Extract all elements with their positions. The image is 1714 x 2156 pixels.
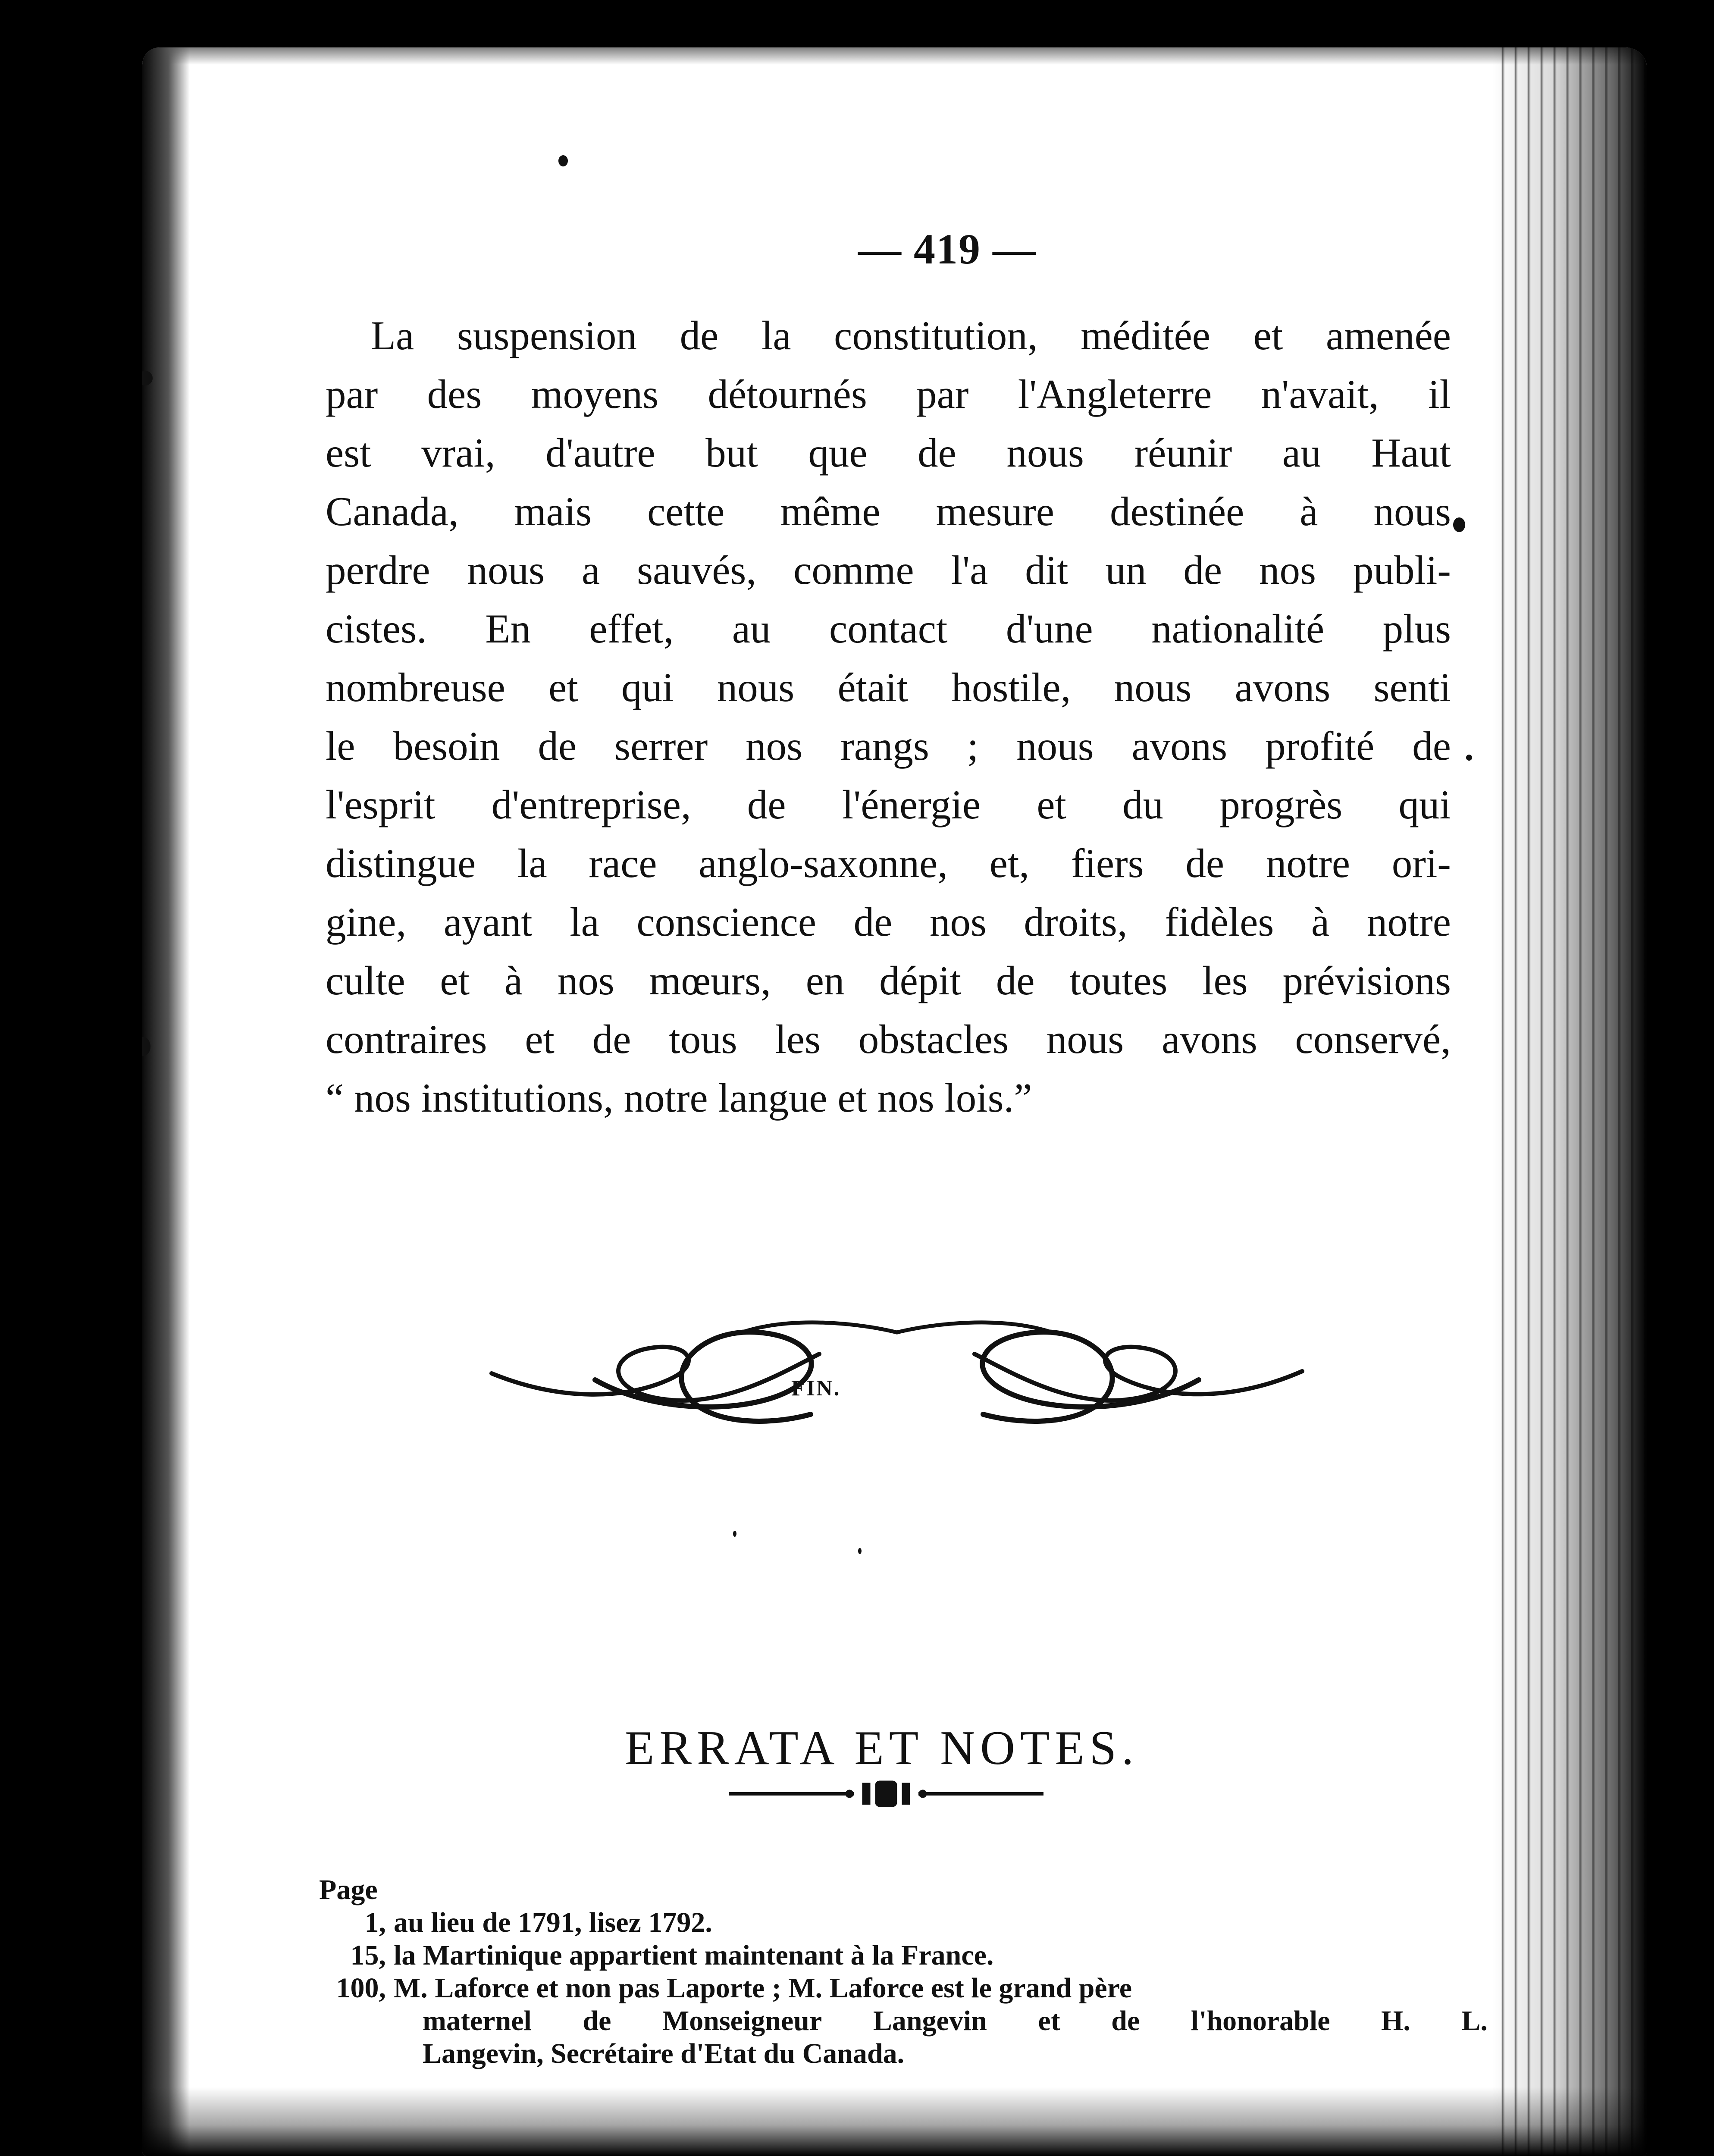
word: ;: [967, 723, 979, 769]
word: nos: [557, 958, 614, 1003]
word: amenée: [1325, 313, 1451, 358]
word: l'esprit: [326, 782, 436, 827]
word: dit: [1025, 547, 1069, 593]
fin-flourish-ornament: [483, 1307, 1311, 1436]
errata-entry: [319, 1972, 1488, 2005]
word: que: [808, 430, 868, 476]
word: de: [747, 782, 786, 827]
word: Canada,: [326, 489, 459, 534]
word: prévisions: [1282, 958, 1451, 1003]
word: H.: [1381, 2005, 1410, 2037]
body-line: [326, 599, 1451, 658]
word: ori-: [1391, 840, 1451, 886]
word: mœurs,: [649, 958, 771, 1003]
word: rangs: [840, 723, 929, 769]
word: détournés: [708, 371, 867, 417]
word: avons: [1162, 1016, 1257, 1062]
word: un: [1105, 547, 1147, 593]
body-line: [326, 423, 1451, 482]
word: par: [916, 371, 969, 417]
word: nos: [1259, 547, 1316, 593]
page-left-shadow: [142, 47, 190, 2156]
errata-entry: [319, 1906, 1488, 1939]
word: serrer: [614, 723, 708, 769]
word: et: [1038, 2005, 1060, 2037]
body-line: [326, 306, 1451, 365]
word: nombreuse: [326, 664, 505, 710]
word: mais: [514, 489, 592, 534]
body-line: [326, 717, 1451, 775]
word: en: [805, 958, 845, 1003]
errata-entry: [319, 1939, 1488, 1972]
word: de: [1412, 723, 1451, 769]
word: et: [440, 958, 470, 1003]
body-line: [326, 834, 1451, 893]
word: de: [1185, 840, 1225, 886]
body-line: [326, 893, 1451, 951]
word: ayant: [443, 899, 533, 945]
word: la: [570, 899, 599, 945]
word: effet,: [589, 606, 674, 652]
word: de: [996, 958, 1035, 1003]
scanned-page: [142, 47, 1647, 2156]
word: n'avait,: [1261, 371, 1379, 417]
word: nous: [1114, 664, 1192, 710]
word: de: [583, 2005, 611, 2037]
word: qui: [1398, 782, 1451, 827]
word: à: [1300, 489, 1318, 534]
word: d'une: [1006, 606, 1093, 652]
errata-notes: [319, 1874, 1488, 2070]
word: nous: [1016, 723, 1094, 769]
word: nous: [1006, 430, 1084, 476]
word: est: [326, 430, 371, 476]
errata-entry-text: la Martinique appartient maintenant à la France.: [394, 1940, 994, 1971]
word: Haut: [1371, 430, 1451, 476]
word: avons: [1131, 723, 1228, 769]
word: plus: [1382, 606, 1451, 652]
word: d'autre: [545, 430, 655, 476]
word: la: [517, 840, 547, 886]
word: cistes.: [326, 606, 427, 652]
word: but: [705, 430, 758, 476]
word: de: [1183, 547, 1222, 593]
word: du: [1122, 782, 1164, 827]
body-line: [326, 658, 1451, 717]
word: culte: [326, 958, 405, 1003]
word: constitution,: [834, 313, 1038, 358]
word: besoin: [393, 723, 500, 769]
word: l'Angleterre: [1018, 371, 1212, 417]
word: destinée: [1109, 489, 1244, 534]
word: gine,: [326, 899, 407, 945]
word: suspension: [457, 313, 637, 358]
word: distingue: [326, 840, 476, 886]
word: de: [592, 1016, 631, 1062]
word: qui: [621, 664, 674, 710]
fin-label: FIN.: [791, 1376, 841, 1401]
body-line: “ nos institutions, notre langue et nos lois.”: [326, 1075, 1032, 1121]
word: fiers: [1071, 840, 1144, 886]
word: et: [1037, 782, 1066, 827]
word: avons: [1235, 664, 1331, 710]
word: En: [485, 606, 531, 652]
page-number: — 419 —: [858, 225, 1037, 273]
word: à: [1311, 899, 1330, 945]
word: conscience: [636, 899, 817, 945]
word: et,: [989, 840, 1030, 886]
word: par: [326, 371, 378, 417]
body-line: [326, 365, 1451, 423]
word: mesure: [936, 489, 1054, 534]
word: anglo-saxonne,: [699, 840, 948, 886]
word: notre: [1366, 899, 1451, 945]
word: dépit: [879, 958, 962, 1003]
word: L.: [1461, 2005, 1488, 2037]
word: de: [918, 430, 956, 476]
body-line: [326, 951, 1451, 1010]
page-bottom-edge: [142, 2087, 1647, 2156]
word: conservé,: [1295, 1016, 1451, 1062]
word: d'entreprise,: [491, 782, 691, 827]
word: l'a: [951, 547, 988, 593]
word: notre: [1266, 840, 1351, 886]
word: méditée: [1081, 313, 1210, 358]
word: race: [589, 840, 657, 886]
word: nos: [929, 899, 987, 945]
body-line: [326, 482, 1451, 541]
word: droits,: [1024, 899, 1128, 945]
word: senti: [1373, 664, 1451, 710]
word: nous: [1046, 1016, 1124, 1062]
word: maternel: [423, 2005, 532, 2037]
body-line: [326, 541, 1451, 599]
word: des: [427, 371, 482, 417]
word: fidèles: [1165, 899, 1274, 945]
body-paragraph: [326, 306, 1451, 1127]
body-line: [326, 1010, 1451, 1069]
word: perdre: [326, 547, 430, 593]
word: Monseigneur: [662, 2005, 822, 2037]
word: La: [371, 313, 414, 358]
word: les: [1202, 958, 1248, 1003]
word: le: [326, 723, 355, 769]
word: nous: [717, 664, 795, 710]
word: progrès: [1219, 782, 1343, 827]
word: et: [525, 1016, 555, 1062]
word: sauvés,: [637, 547, 757, 593]
word: réunir: [1134, 430, 1232, 476]
word: toutes: [1069, 958, 1168, 1003]
word: l'énergie: [842, 782, 981, 827]
word: cette: [647, 489, 725, 534]
word: nous: [1373, 489, 1451, 534]
word: et: [548, 664, 578, 710]
word: de: [1111, 2005, 1140, 2037]
word: même: [780, 489, 881, 534]
word: nos: [746, 723, 803, 769]
word: à: [504, 958, 523, 1003]
word: Langevin: [873, 2005, 987, 2037]
errata-entry-page: 1,: [364, 1907, 386, 1938]
word: contraires: [326, 1016, 487, 1062]
word: il: [1428, 371, 1451, 417]
errata-title: ERRATA ET NOTES.: [624, 1721, 1139, 1775]
page-top-edge: [142, 47, 1647, 65]
word: au: [732, 606, 771, 652]
word: au: [1282, 430, 1321, 476]
word: tous: [669, 1016, 737, 1062]
errata-entry-continuation: Langevin, Secrétaire d'Etat du Canada.: [423, 2038, 905, 2069]
errata-ornamental-rule: [724, 1777, 1048, 1811]
word: de: [853, 899, 893, 945]
word: comme: [793, 547, 914, 593]
body-line: [326, 775, 1451, 834]
word: contact: [829, 606, 948, 652]
errata-entry-page: 100,: [336, 1972, 386, 2004]
word: moyens: [531, 371, 659, 417]
word: nationalité: [1151, 606, 1325, 652]
word: nous: [467, 547, 545, 593]
word: publi-: [1353, 547, 1451, 593]
word: vrai,: [421, 430, 495, 476]
word: obstacles: [858, 1016, 1009, 1062]
page-right-edge: [1492, 47, 1647, 2156]
word: de: [680, 313, 719, 358]
errata-entry-text: M. Laforce et non pas Laporte ; M. Laforce est le grand père: [394, 1972, 1132, 2004]
word: profité: [1265, 723, 1375, 769]
word: et: [1253, 313, 1283, 358]
word: la: [761, 313, 791, 358]
word: hostile,: [951, 664, 1071, 710]
errata-page-label: Page: [319, 1874, 378, 1905]
errata-entry-text: au lieu de 1791, lisez 1792.: [394, 1907, 712, 1938]
errata-entry-continuation: [319, 2005, 1488, 2037]
errata-entry-page: 15,: [350, 1940, 386, 1971]
word: était: [837, 664, 909, 710]
word: de: [538, 723, 577, 769]
word: l'honorable: [1191, 2005, 1330, 2037]
word: les: [775, 1016, 821, 1062]
word: a: [581, 547, 600, 593]
